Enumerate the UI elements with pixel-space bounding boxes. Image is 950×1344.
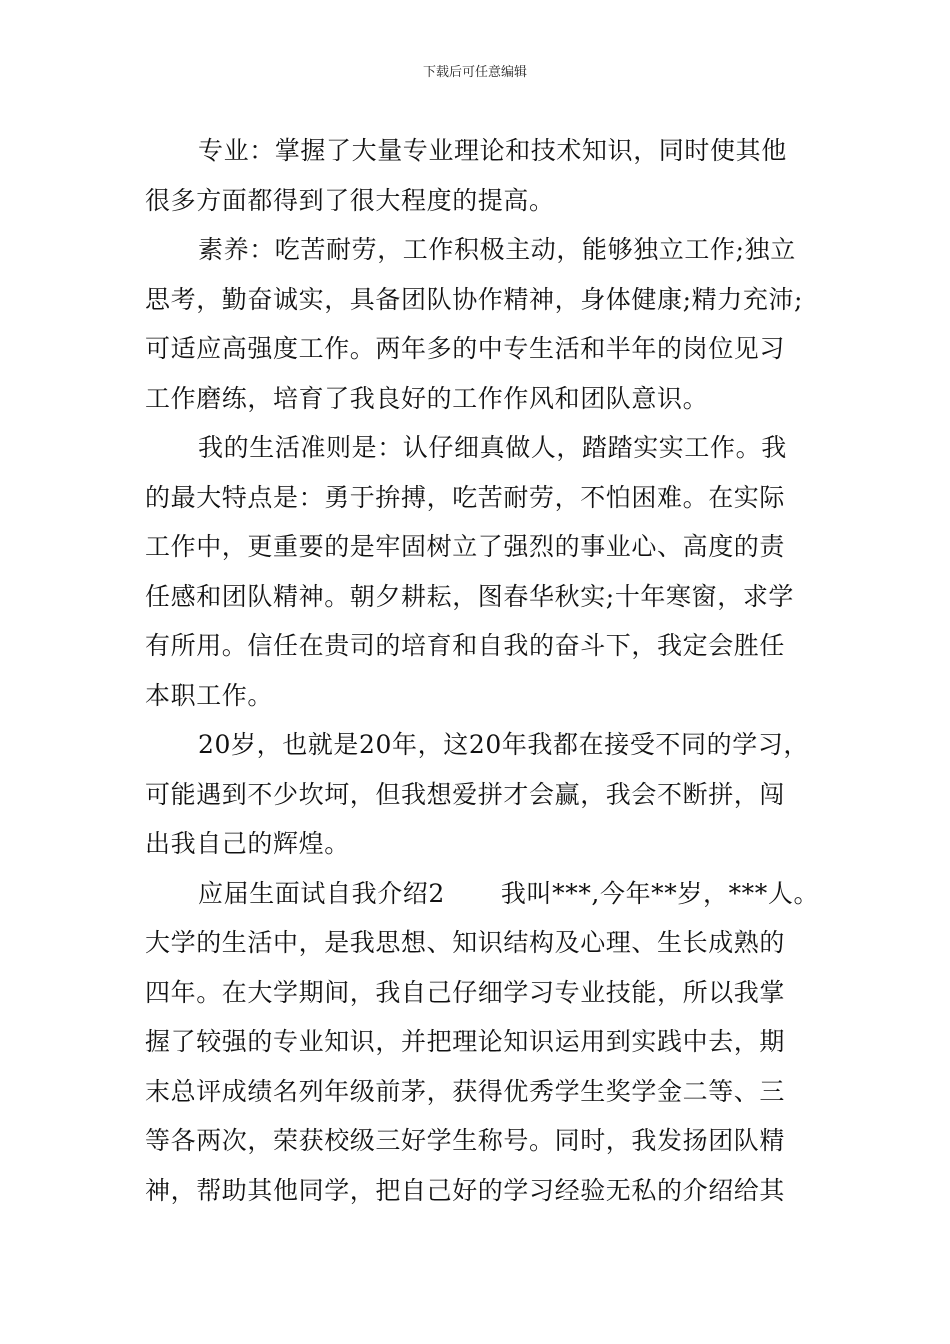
paragraph-line: 大学的生活中，是我思想、知识结构及心理、生长成熟的 (145, 928, 786, 957)
paragraph-line: 有所用。信任在贵司的培育和自我的奋斗下，我定会胜任 (145, 631, 786, 660)
paragraph-line: 神，帮助其他同学，把自己好的学习经验无私的介绍给其 (145, 1175, 786, 1205)
paragraph-line: 四年。在大学期间，我自己仔细学习专业技能，所以我掌 (145, 977, 786, 1007)
paragraph-line: 出我自己的辉煌。 (145, 829, 350, 858)
intro-sentence: 我叫***,今年**岁，***人。 (500, 878, 820, 908)
paragraph-line: 可适应高强度工作。两年多的中专生活和半年的岗位见习 (145, 334, 786, 363)
paragraph-line: 的最大特点是：勇于拚搏，吃苦耐劳，不怕困难。在实际 (145, 482, 786, 512)
paragraph-line: 本职工作。 (145, 680, 274, 710)
document-body (145, 126, 835, 1215)
paragraph-line: 可能遇到不少坎坷，但我想爱拼才会赢，我会不断拼，闯 (145, 779, 786, 809)
paragraph-line: 素养：吃苦耐劳，工作积极主动，能够独立工作;独立 (198, 235, 796, 264)
page-header: 下载后可任意编辑 (422, 65, 527, 80)
section-heading-line (145, 869, 835, 919)
section-heading: 应届生面试自我介绍2 (198, 878, 445, 908)
paragraph-line: 等各两次，荣获校级三好学生称号。同时，我发扬团队精 (145, 1126, 786, 1155)
paragraph-line: 我的生活准则是：认仔细真做人，踏踏实实工作。我 (198, 433, 787, 462)
paragraph-line: 工作中，更重要的是牢固树立了强烈的事业心、高度的责 (145, 532, 786, 561)
paragraph-line: 工作磨练，培育了我良好的工作作风和团队意识。 (145, 383, 709, 413)
paragraph-line: 思考，勤奋诚实，具备团队协作精神，身体健康;精力充沛; (145, 284, 804, 314)
paragraph-line: 握了较强的专业知识，并把理论知识运用到实践中去，期 (145, 1027, 786, 1056)
paragraph-line: 任感和团队精神。朝夕耕耘，图春华秋实;十年寒窗，求学 (145, 581, 795, 611)
paragraph-line: 很多方面都得到了很大程度的提高。 (145, 185, 555, 215)
paragraph-line: 末总评成绩名列年级前茅，获得优秀学生奖学金二等、三 (145, 1076, 786, 1106)
paragraph-line: 专业：掌握了大量专业理论和技术知识，同时使其他 (198, 136, 787, 165)
paragraph-line: 20岁，也就是20年，这20年我都在接受不同的学习， (198, 730, 810, 759)
